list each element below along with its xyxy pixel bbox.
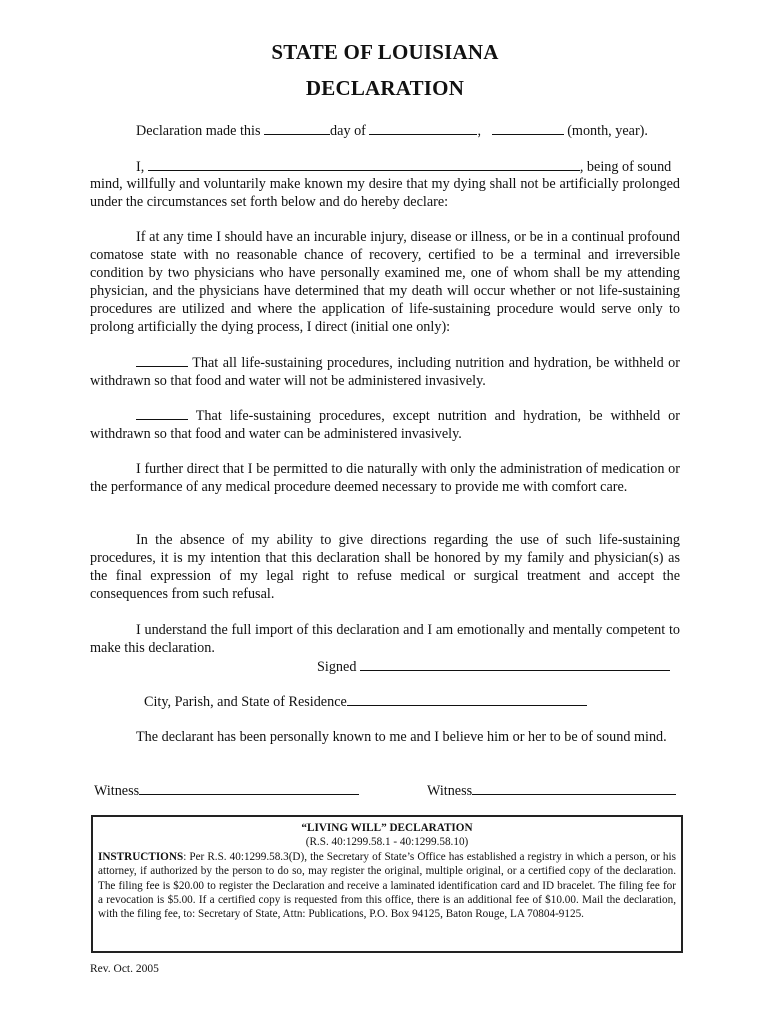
declarant-i: I,	[136, 159, 145, 175]
option-1-text: That all life-sustaining procedures, including nutrition and hydration, be withheld or withdrawn so that food and water will not be administered invasively.	[90, 355, 680, 389]
witness-2-label: Witness	[427, 783, 473, 799]
signed-label: Signed	[317, 659, 357, 675]
declarant-line	[136, 157, 671, 176]
year-blank[interactable]	[492, 121, 564, 135]
day-blank[interactable]	[264, 121, 330, 135]
option-2-text: That life-sustaining procedures, except nutrition and hydration, be withheld or withdrawn so that food and water can be administered invasively.	[90, 408, 680, 442]
date-comma: ,	[477, 123, 481, 139]
declarant-continuation: mind, willfully and voluntarily make known my desire that my dying shall not be artificially prolonged under the circumstances set forth below and do hereby declare:	[90, 176, 680, 210]
witness-1-blank[interactable]	[139, 781, 359, 795]
condition-paragraph: If at any time I should have an incurable injury, disease or illness, or be in a continual profound comatose state with no reasonable chance of recovery, certified to be a terminal and irreversible condition by two physicians who have personally examined me, one of whom shall be my attending physician, and the physicians have determined that my death will occur whether or not life-sustaining procedures are utilized and where the application of life-sustaining procedure would serve only to prolong artificially the dying process, I direct (initial one only):	[90, 229, 680, 335]
signature-blank[interactable]	[360, 657, 670, 671]
witness-2-blank[interactable]	[472, 781, 676, 795]
instructions-label: INSTRUCTIONS	[98, 850, 184, 863]
residence-label: City, Parish, and State of Residence	[144, 694, 347, 710]
option-2	[90, 406, 680, 443]
understand-paragraph: I understand the full import of this declaration and I am emotionally and mentally competent to make this declaration.	[90, 622, 680, 656]
date-day-of: day of	[330, 123, 366, 139]
declarant-name-blank[interactable]	[148, 157, 580, 171]
document-title-state: STATE OF LOUISIANA	[271, 40, 499, 64]
instructions-citation: (R.S. 40:1299.58.1 - 40:1299.58.10)	[305, 836, 469, 849]
revision-date: Rev. Oct. 2005	[90, 963, 159, 975]
declarant-rest: , being of sound	[579, 159, 672, 175]
option-1	[90, 353, 680, 390]
date-line	[136, 121, 648, 140]
residence-blank[interactable]	[347, 692, 587, 706]
instructions-box	[91, 815, 683, 953]
witness-1-line	[94, 781, 359, 800]
option-1-initial-blank[interactable]	[136, 353, 188, 367]
month-blank[interactable]	[369, 121, 477, 135]
instructions-body	[98, 850, 676, 922]
further-direct-paragraph: I further direct that I be permitted to die naturally with only the administration of medication or the performance of any medical procedure deemed necessary to provide me with comfort care.	[90, 461, 680, 495]
residence-line	[144, 692, 587, 711]
absence-paragraph: In the absence of my ability to give directions regarding the use of such life-sustaining procedures, it is my intention that this declaration shall be honored by my family and physician(s) as the final expression of my legal right to refuse medical or surgical treatment and accept the consequences from such refusal.	[90, 532, 680, 602]
signed-line	[317, 657, 670, 676]
option-2-initial-blank[interactable]	[136, 406, 188, 420]
instructions-box-title: “LIVING WILL” DECLARATION	[301, 822, 473, 834]
date-prefix: Declaration made this	[136, 123, 261, 139]
instructions-text: : Per R.S. 40:1299.58.3(D), the Secretary of State’s Office has established a registry in which a person, or his attorney, if authorized by the person to do so, may register the original, multiple original, or a certified copy of the declaration. The filing fee is $20.00 to register the Declaration and receive a laminated identification card and ID bracelet. The filing fee for a revocation is $5.00. If a certified copy is requested from this office, there is an additional fee of $10.00. Mail the declaration, with the filing fee, to: Secretary of State, Attn: Publications, P.O. Box 94125, Baton Rouge, LA 70804-9125.	[98, 850, 676, 921]
witness-2-line	[427, 781, 676, 800]
declarant-known-paragraph: The declarant has been personally known to me and I believe him or her to be of sound mind.	[136, 729, 667, 745]
date-suffix: (month, year).	[567, 123, 648, 139]
document-title-declaration: DECLARATION	[305, 76, 465, 100]
witness-1-label: Witness	[94, 783, 140, 799]
